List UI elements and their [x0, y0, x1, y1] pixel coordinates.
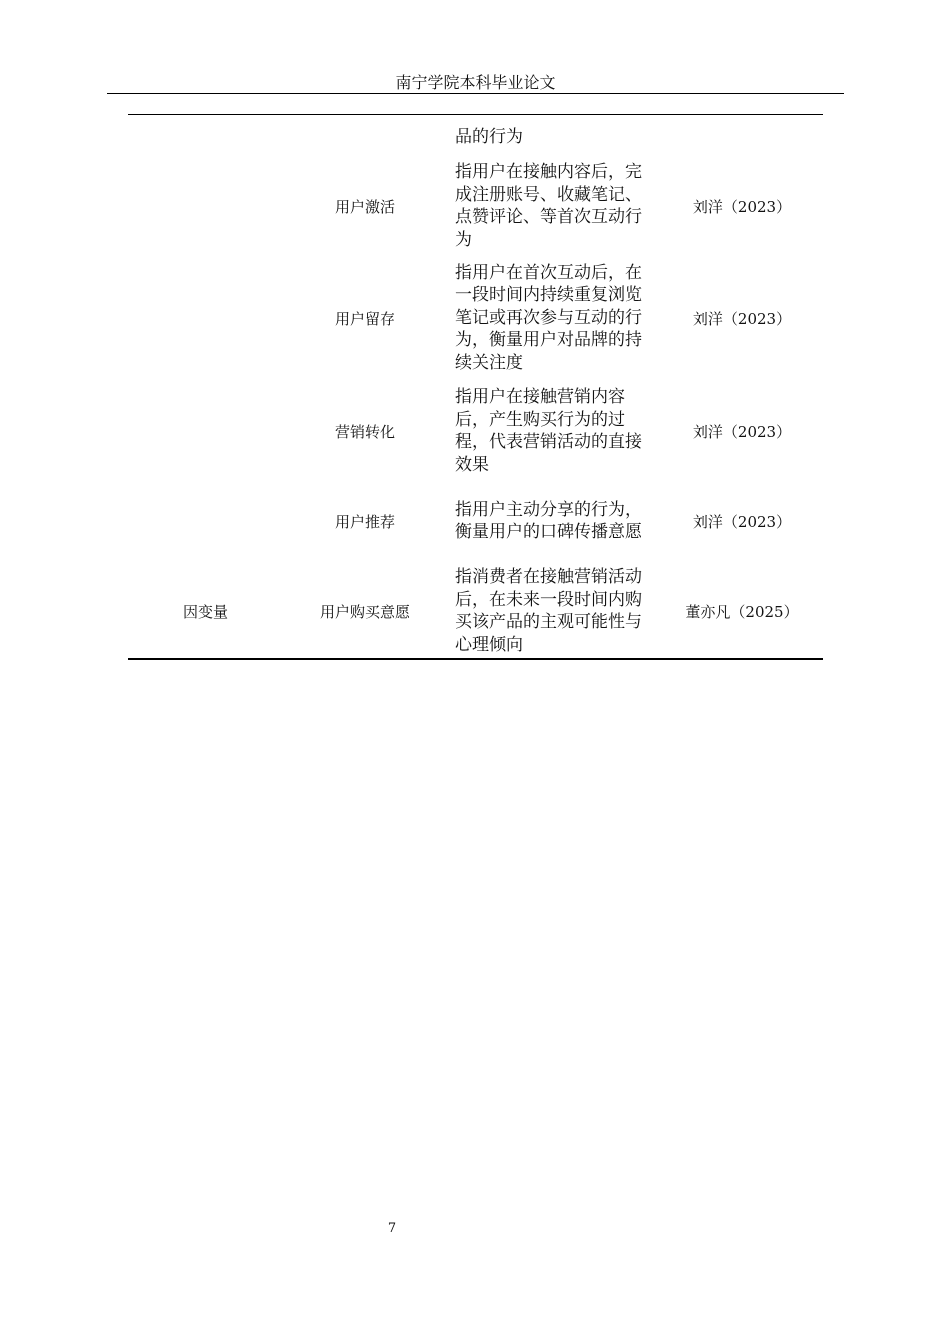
- definition-cell: 指用户在首次互动后，在一段时间内持续重复浏览笔记或再次参与互动的行为，衡量用户对品牌的持续关注度: [455, 262, 642, 373]
- source-cell: [656, 118, 828, 156]
- category-cell: [128, 486, 283, 556]
- category-cell: [128, 118, 283, 156]
- definition-cell: 指用户主动分享的行为，衡量用户的口碑传播意愿: [455, 499, 642, 542]
- table-row: [128, 385, 823, 477]
- category-cell: [128, 160, 283, 252]
- source-cell: 刘洋（2023）: [692, 512, 792, 531]
- source-cell: 刘洋（2023）: [692, 309, 792, 328]
- source-cell: 刘洋（2023）: [692, 197, 792, 216]
- variable-cell: 营销转化: [334, 422, 395, 441]
- definition-cell: 指用户在接触营销内容后，产生购买行为的过程，代表营销活动的直接效果: [455, 387, 642, 475]
- category-cell: [128, 385, 283, 477]
- page-number: 7: [387, 1221, 397, 1236]
- table-row: [128, 118, 823, 156]
- definition-cell: 品的行为: [455, 126, 523, 147]
- definition-cell: 指用户在接触内容后，完成注册账号、收藏笔记、点赞评论、等首次互动行为: [455, 162, 642, 250]
- variable-cell: 用户留存: [334, 309, 395, 328]
- table-row: [128, 486, 823, 556]
- category-cell: [128, 261, 283, 375]
- table-top-rule: [128, 114, 823, 115]
- variable-cell: 用户推荐: [334, 512, 395, 531]
- variable-cell: 用户激活: [334, 197, 395, 216]
- page-header-title: 南宁学院本科毕业论文: [395, 73, 556, 92]
- header-rule: [107, 93, 844, 94]
- definition-cell: 指消费者在接触营销活动后，在未来一段时间内购买该产品的主观可能性与心理倾向: [455, 567, 642, 655]
- table-row: [128, 160, 823, 252]
- variable-cell: 用户购买意愿: [319, 602, 410, 621]
- source-cell: 刘洋（2023）: [692, 422, 792, 441]
- table-row: [128, 565, 823, 657]
- source-cell: 董亦凡（2025）: [685, 602, 799, 621]
- table-row: [128, 261, 823, 375]
- table-bottom-rule: [128, 658, 823, 660]
- category-cell: 因变量: [182, 602, 228, 621]
- variable-cell: [283, 118, 447, 156]
